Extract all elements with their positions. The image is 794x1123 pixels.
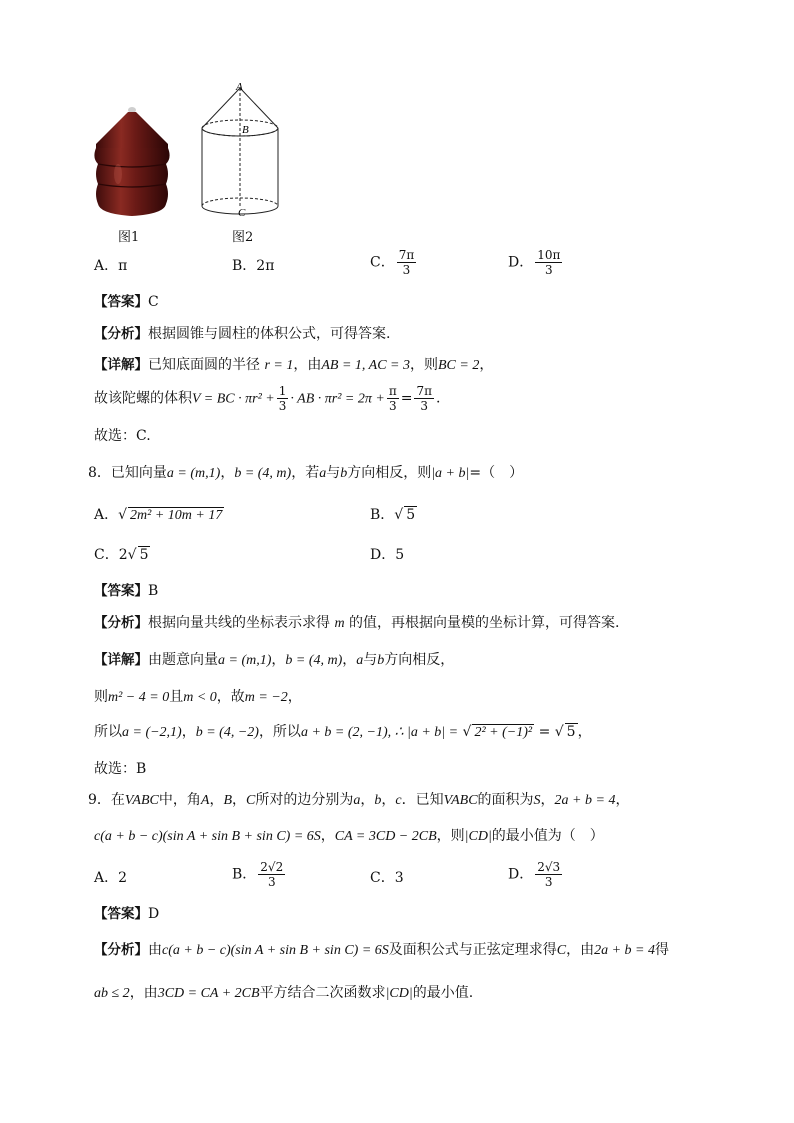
q9-stem-line-2: c(a + b − c)(sin A + sin B + sin C) = 6S，CA = 3CD − 2CB，则|CD|的最小值为（ ） [94,828,604,844]
q8-stem: 8．已知向量a = (m,1)，b = (4, m)，若a与b方向相反，则|a + b|=（ ） [88,465,524,481]
q8-option-b: B．√ 5 [370,507,416,523]
q7-option-b: B．2π [232,258,275,274]
label-b: B [242,124,249,136]
figure-2-caption: 图2 [232,230,254,245]
q9-option-c: C．3 [370,870,404,886]
q7-answer: 【答案】C [94,294,159,310]
q8-detail-line-3: 所以a = (−2,1)，b = (4, −2)，所以a + b = (2, −1), ∴ |a + b| = √ 2² + (−1)² = √ 5 ， [94,724,592,740]
label-a: A [236,81,243,93]
figure-1-caption: 图1 [118,230,140,245]
q8-detail-line-1: 【详解】由题意向量a = (m,1)，b = (4, m)，a与b方向相反， [94,652,455,668]
q7-analysis: 【分析】根据圆锥与圆柱的体积公式，可得答案. [94,326,391,342]
label-c: C [238,207,246,219]
figure-1-top-photo [92,104,184,220]
q7-option-c: C． $\frac{7\pi}{3}$ [370,248,415,277]
q7-detail-line-2: 故该陀螺的体积V = BC · πr² + $\frac{1}{3}$ · AB · πr² = 2π + $\frac{\pi}{3}$ = $\frac{7\pi}{3}$ . [94,384,441,413]
q8-option-a: A．√ 2m² + 10m + 17 [94,507,223,523]
q9-option-a: A．2 [94,870,128,886]
q8-analysis: 【分析】根据向量共线的坐标表示求得 m 的值，再根据向量模的坐标计算，可得答案. [94,615,620,631]
q7-detail-line-1: 【详解】已知底面圆的半径 r = 1，由AB = 1, AC = 3，则BC = 2， [94,357,494,373]
q9-analysis-line-2: ab ≤ 2，由3CD = CA + 2CB平方结合二次函数求|CD|的最小值. [94,985,474,1001]
figure-2-diagram [196,78,286,224]
q9-answer: 【答案】D [94,906,160,922]
q9-option-d: D． $\frac{2√3}{3}$ [508,860,561,889]
q8-option-c: C．2√ 5 [94,547,149,563]
q8-choose: 故选：B [94,761,147,777]
q7-option-d: D． $\frac{10\pi}{3}$ [508,248,561,277]
q9-analysis-line-1: 【分析】由c(a + b − c)(sin A + sin B + sin C) = 6S及面积公式与正弦定理求得C，由2a + b = 4得 [94,942,670,958]
q9-stem-line-1: 9．在VABC中，角A，B，C所对的边分别为a，b，c．已知VABC的面积为S，2a + b = 4， [88,792,630,808]
q8-detail-line-2: 则m² − 4 = 0且m < 0，故m = −2， [94,689,302,705]
q8-answer: 【答案】B [94,583,159,599]
q7-choose: 故选：C. [94,428,151,444]
q9-option-b: B． $\frac{2√2}{3}$ [232,860,284,889]
q7-option-a: A．π [94,258,128,274]
q8-option-d: D．5 [370,547,405,563]
